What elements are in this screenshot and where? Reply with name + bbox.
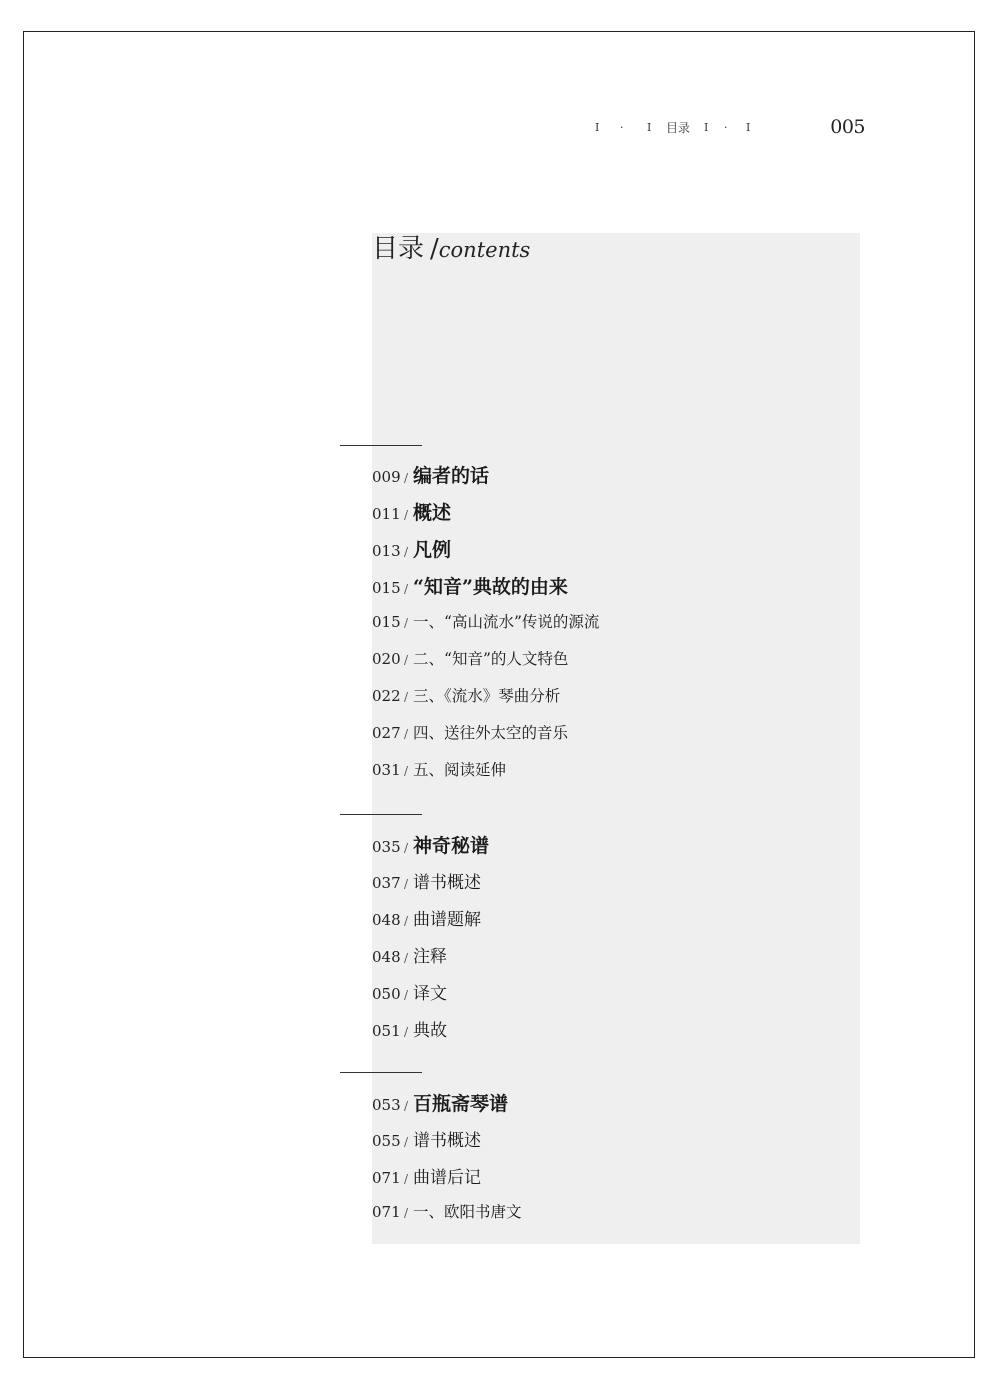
section-divider — [340, 814, 422, 815]
toc-separator: / — [404, 616, 409, 630]
toc-entry-title: 曲谱题解 — [413, 910, 482, 930]
toc-heading — [372, 228, 530, 265]
toc-separator: / — [404, 1135, 409, 1149]
toc-page-number: 031 — [372, 761, 401, 779]
toc-page-number: 011 — [372, 505, 401, 523]
header-section-title: 目录 — [666, 121, 691, 135]
toc-separator: / — [404, 877, 409, 891]
toc-entry[interactable] — [372, 535, 451, 561]
toc-entry-title: “知音”典故的由来 — [413, 576, 568, 598]
toc-page-number: 013 — [372, 542, 401, 560]
toc-page-number: 051 — [372, 1022, 401, 1040]
toc-separator: / — [404, 1025, 409, 1039]
toc-separator: / — [404, 653, 409, 667]
toc-entry-title: 谱书概述 — [413, 873, 482, 893]
toc-entry-title: 概述 — [413, 502, 452, 524]
toc-separator: / — [404, 471, 409, 485]
toc-heading-cn: 目录 — [372, 234, 425, 264]
toc-entry-title: 四、送往外太空的音乐 — [413, 724, 569, 742]
toc-separator: / — [404, 841, 409, 855]
toc-page-number: 022 — [372, 687, 401, 705]
toc-separator: / — [404, 764, 409, 778]
toc-entry[interactable] — [372, 1126, 481, 1152]
toc-entry-title: 编者的话 — [413, 465, 490, 487]
toc-page-number: 015 — [372, 613, 401, 631]
toc-entry-title: 三、《流水》琴曲分析 — [413, 687, 561, 705]
toc-page-number: 035 — [372, 838, 401, 856]
toc-entry-title: 凡例 — [413, 539, 452, 561]
toc-separator: / — [404, 1172, 409, 1186]
toc-heading-en: contents — [438, 238, 531, 262]
toc-entry-title: 典故 — [413, 1021, 448, 1041]
toc-page-number: 015 — [372, 579, 401, 597]
toc-page-number: 050 — [372, 985, 401, 1003]
toc-entry[interactable] — [372, 721, 568, 747]
header-mark: I — [595, 121, 600, 134]
toc-entry[interactable] — [372, 1016, 447, 1042]
toc-entry[interactable] — [372, 868, 481, 894]
section-divider — [340, 1072, 422, 1073]
toc-page-number: 027 — [372, 724, 401, 742]
header-mark: I — [704, 121, 709, 134]
toc-page-number: 048 — [372, 911, 401, 929]
toc-page-number: 009 — [372, 468, 401, 486]
toc-entry-title: 百瓶斋琴谱 — [413, 1093, 509, 1115]
toc-entry[interactable] — [372, 942, 447, 968]
toc-page-number: 053 — [372, 1096, 401, 1114]
toc-separator: / — [404, 988, 409, 1002]
toc-entry-title: 一、“高山流水”传说的源流 — [413, 613, 600, 631]
page-number: 005 — [830, 116, 865, 138]
toc-entry[interactable] — [372, 647, 568, 673]
toc-entry[interactable] — [372, 1200, 522, 1226]
toc-entry-title: 译文 — [413, 984, 448, 1004]
toc-page-number: 037 — [372, 874, 401, 892]
header-mark: · — [620, 121, 624, 134]
toc-entry-title: 神奇秘谱 — [413, 835, 490, 857]
toc-separator: / — [404, 508, 409, 522]
toc-entry[interactable] — [372, 1089, 508, 1115]
toc-heading-slash: / — [430, 234, 439, 264]
toc-separator: / — [404, 727, 409, 741]
toc-entry[interactable] — [372, 905, 481, 931]
toc-entry[interactable] — [372, 684, 560, 710]
toc-page-number: 071 — [372, 1203, 401, 1221]
toc-entry-title: 注释 — [413, 947, 448, 967]
toc-page-number: 048 — [372, 948, 401, 966]
toc-entry[interactable] — [372, 498, 451, 524]
section-divider — [340, 445, 422, 446]
toc-entry-title: 二、“知音”的人文特色 — [413, 650, 569, 668]
toc-entry[interactable] — [372, 979, 447, 1005]
toc-entry[interactable] — [372, 831, 489, 857]
toc-separator: / — [404, 914, 409, 928]
toc-entry-title: 一、欧阳书唐文 — [413, 1203, 522, 1221]
toc-separator: / — [404, 545, 409, 559]
running-header — [590, 116, 865, 140]
toc-entry-title: 谱书概述 — [413, 1131, 482, 1151]
toc-entry[interactable] — [372, 1163, 481, 1189]
header-mark: I — [647, 121, 652, 134]
toc-page-number: 020 — [372, 650, 401, 668]
toc-separator: / — [404, 582, 409, 596]
header-mark: · — [724, 121, 728, 134]
toc-entry-title: 五、阅读延伸 — [413, 761, 507, 779]
toc-entry[interactable] — [372, 758, 506, 784]
toc-separator: / — [404, 951, 409, 965]
toc-separator: / — [404, 690, 409, 704]
toc-entry[interactable] — [372, 572, 568, 598]
toc-entry[interactable] — [372, 610, 599, 636]
toc-page-number: 055 — [372, 1132, 401, 1150]
toc-entry-title: 曲谱后记 — [413, 1168, 482, 1188]
toc-entry[interactable] — [372, 461, 489, 487]
toc-separator: / — [404, 1206, 409, 1220]
header-mark: I — [746, 121, 751, 134]
toc-page-number: 071 — [372, 1169, 401, 1187]
toc-separator: / — [404, 1099, 409, 1113]
